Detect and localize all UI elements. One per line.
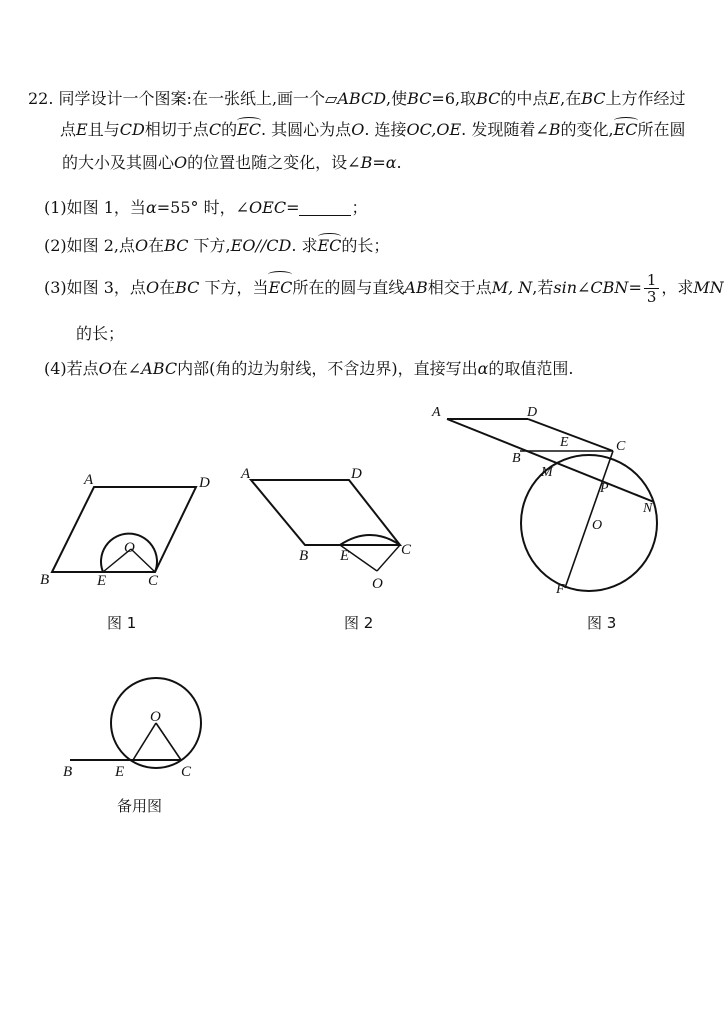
text: sin∠CBN [553, 278, 629, 297]
text: ,使 [386, 89, 408, 108]
text: . 其圆心为点 [261, 120, 352, 139]
label-c: C [148, 573, 159, 589]
text: AB [404, 278, 428, 297]
text: C [208, 120, 222, 139]
segment-oe [133, 723, 156, 760]
text: ； [351, 198, 368, 217]
text: 的位置也随之变化，设∠ [187, 153, 361, 172]
label-o: O [592, 518, 603, 533]
text: 在 [159, 278, 176, 297]
label-e: E [115, 764, 125, 780]
text: O [145, 278, 160, 297]
text: = [628, 278, 642, 297]
text: =6,取 [431, 89, 477, 108]
text: ,在 [560, 89, 582, 108]
text: ABC [141, 359, 178, 378]
text: 所在的圆与直线 [292, 278, 405, 297]
arc-ec: EC [268, 273, 292, 303]
text: 所在圆 [637, 120, 686, 139]
text: EO//CD [230, 236, 292, 255]
question-3-continued: 的长； [76, 324, 125, 343]
text: BC [407, 89, 432, 108]
text: M, N [491, 278, 533, 297]
label-n: N [643, 501, 653, 516]
text: 的中点 [500, 89, 549, 108]
text: 在∠ [111, 359, 142, 378]
text: (3)如图 3，点 [44, 278, 146, 297]
text: = [286, 198, 300, 217]
problem-number: 22. [28, 89, 54, 108]
text: 的长； [341, 236, 390, 255]
text: =55° 时，∠ [156, 198, 250, 217]
text: α [385, 153, 397, 172]
label-e: E [340, 548, 350, 564]
text: ,若 [532, 278, 554, 297]
text: . [396, 153, 402, 172]
text: OC,OE [406, 120, 462, 139]
label-e: E [97, 573, 107, 589]
text: O [98, 359, 112, 378]
text: E [76, 120, 88, 139]
label-b: B [63, 764, 73, 780]
text: 相切于点 [144, 120, 209, 139]
text: 的大小及其圆心 [62, 153, 175, 172]
label-b: B [40, 572, 50, 588]
caption-fig-1: 图 1 [107, 614, 137, 632]
arc-ec: EC [237, 120, 261, 139]
label-o: O [372, 576, 383, 592]
label-d: D [527, 405, 538, 420]
arc-ec: EC [613, 120, 638, 139]
text: B [360, 153, 373, 172]
text: 的取值范围. [488, 359, 574, 378]
label-o: O [150, 709, 161, 725]
label-d: D [199, 475, 210, 491]
label-a: A [432, 405, 441, 420]
text: B [548, 120, 561, 139]
caption-backup: 备用图 [117, 797, 163, 815]
text: 上方作经过 [605, 89, 686, 108]
text: MN [693, 278, 724, 297]
text: 且与 [87, 120, 120, 139]
text: 的 [221, 120, 238, 139]
arc-ec: EC [317, 236, 342, 255]
text: BC [175, 278, 200, 297]
text: (4)若点 [44, 359, 99, 378]
text: 内部(角的边为射线，不含边界)，直接写出 [177, 359, 478, 378]
fraction-numerator: 1 [644, 272, 660, 289]
label-d: D [351, 466, 362, 482]
text: ，求 [661, 278, 694, 297]
label-a: A [241, 466, 251, 482]
text: E [548, 89, 561, 108]
text: CD [119, 120, 145, 139]
text: O [351, 120, 365, 139]
text: . 发现随着∠ [461, 120, 549, 139]
text: 在 [148, 236, 165, 255]
parallelogram-symbol: ▱ [325, 89, 338, 108]
text: 下方, [188, 236, 231, 255]
label-c: C [401, 542, 412, 558]
label-b: B [512, 451, 521, 466]
text: 点 [60, 120, 77, 139]
text: ABCD [337, 89, 387, 108]
text: 的变化, [560, 120, 614, 139]
text: (2)如图 2,点 [44, 236, 136, 255]
label-b: B [299, 548, 309, 564]
text: α [477, 359, 489, 378]
label-e: E [560, 435, 569, 450]
caption-fig-3: 图 3 [587, 614, 617, 632]
text: (1)如图 1，当 [44, 198, 146, 217]
text: 下方，当 [199, 278, 269, 297]
text: 相交于点 [427, 278, 492, 297]
label-c: C [181, 764, 192, 780]
label-m: M [541, 465, 553, 480]
caption-fig-2: 图 2 [344, 614, 374, 632]
text: BC [581, 89, 606, 108]
text: O [174, 153, 188, 172]
segment-oc [156, 723, 181, 760]
text: α [145, 198, 157, 217]
text: OEC [249, 198, 287, 217]
label-o: O [124, 540, 135, 556]
text: BC [164, 236, 189, 255]
text: BC [476, 89, 501, 108]
text: O [135, 236, 149, 255]
label-c: C [616, 439, 626, 454]
label-f: F [556, 582, 565, 597]
label-p: P [600, 481, 609, 496]
text: . 求 [291, 236, 318, 255]
text: 同学设计一个图案:在一张纸上,画一个 [58, 89, 326, 108]
label-a: A [84, 472, 94, 488]
fraction-denominator: 3 [646, 288, 657, 306]
text: . 连接 [364, 120, 407, 139]
text: = [372, 153, 386, 172]
